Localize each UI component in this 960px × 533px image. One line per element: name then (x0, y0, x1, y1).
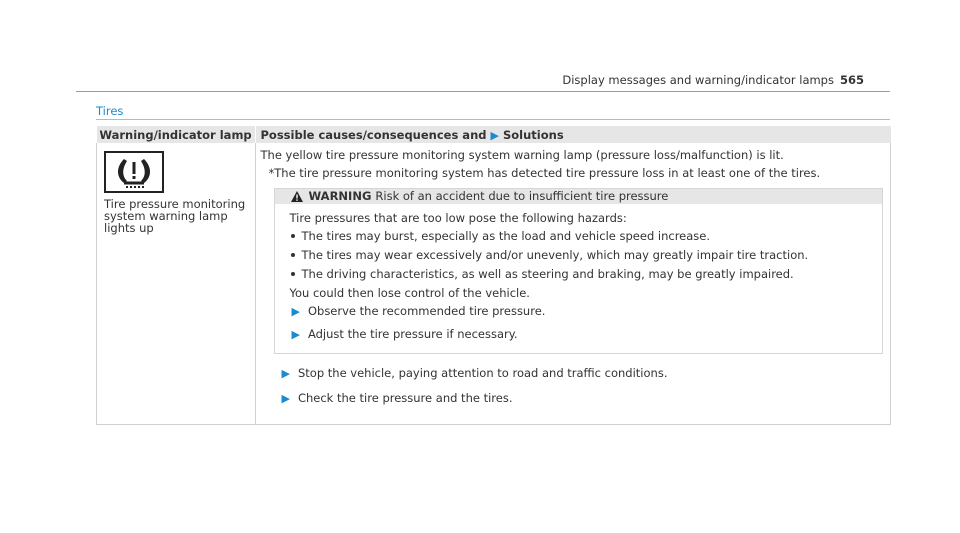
table-header-row (97, 126, 891, 143)
arrow-icon: ▶ (291, 328, 300, 341)
hazard-list (290, 229, 883, 281)
solution-step-text: Check the tire pressure and the tires. (297, 391, 513, 405)
running-head-title: Display messages and warning/indicator lamps (562, 73, 834, 87)
section-title: Tires (96, 104, 124, 118)
solution-steps (282, 366, 891, 406)
arrow-icon: ▶ (291, 305, 300, 318)
page-number: 565 (839, 73, 864, 87)
header-rule (76, 91, 890, 92)
arrow-icon: ▶ (490, 128, 499, 142)
section-rule (96, 119, 890, 120)
warning-step-text: Adjust the tire pressure if necessary. (307, 327, 518, 341)
solution-step-text: Stop the vehicle, paying attention to road and traffic conditions. (297, 366, 668, 380)
list-item: The driving characteristics, as well as steering and braking, may be greatly impaired. (290, 267, 883, 281)
warning-label: WARNING (308, 189, 372, 203)
header-causes-label: Possible causes/consequences and (260, 127, 487, 142)
header-lamp: Warning/indicator lamp (97, 126, 256, 143)
list-item: The tires may burst, especially as the load and vehicle speed increase. (290, 229, 883, 243)
table-row (97, 143, 891, 425)
warning-step-text: Observe the recommended tire pressure. (307, 304, 546, 318)
warning-intro: Tire pressures that are too low pose the following hazards: (289, 211, 627, 225)
warning-conclusion: You could then lose control of the vehicle. (289, 286, 530, 300)
warning-step (292, 327, 883, 342)
list-item: The tires may wear excessively and/or unevenly, which may greatly impair tire traction. (290, 248, 883, 262)
warning-heading: Risk of an accident due to insufficient tire pressure (375, 189, 669, 203)
header-causes (255, 126, 891, 143)
solution-step (282, 366, 891, 381)
warning-step (292, 304, 883, 319)
arrow-icon: ▶ (281, 392, 290, 405)
lamp-caption: Tire pressure monitoring system warning lamp lights up (104, 197, 246, 235)
tire-pressure-warning-icon (104, 151, 164, 193)
arrow-icon: ▶ (281, 367, 290, 380)
warning-header (275, 189, 883, 204)
warning-box (274, 188, 884, 354)
solution-step (282, 391, 891, 406)
causes-cell (255, 143, 891, 425)
warning-lamp-table (96, 126, 891, 425)
lamp-cell (97, 143, 256, 425)
header-solutions-label: Solutions (503, 127, 564, 142)
warning-triangle-icon (291, 191, 303, 202)
description-text: The yellow tire pressure monitoring system warning lamp (pressure loss/malfunction) is lit. (260, 148, 784, 162)
warning-body (275, 204, 883, 353)
note-text: *The tire pressure monitoring system has detected tire pressure loss in at least one of the tires. (268, 166, 821, 180)
running-head (562, 73, 864, 87)
